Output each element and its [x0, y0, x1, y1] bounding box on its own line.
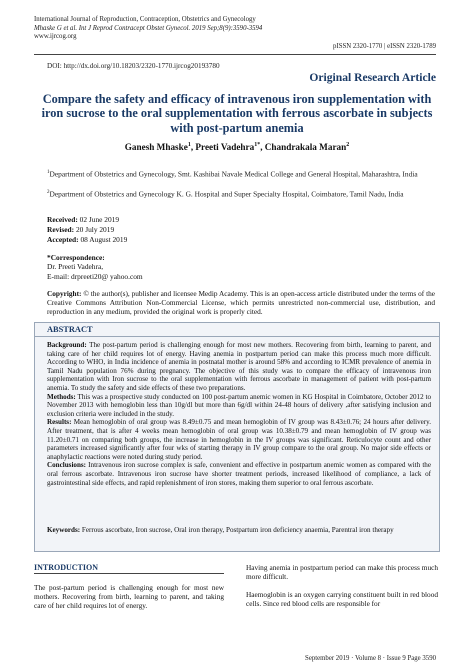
keywords-label: Keywords: [47, 526, 81, 534]
header-divider [34, 54, 436, 55]
article-type: Original Research Article [309, 71, 436, 84]
citation-line: Mhaske G et al. Int J Reprod Contracept Obstet Gynecol. 2019 Sep;8(9):3590-3594 [34, 24, 263, 32]
body-paragraph: Haemoglobin is an oxygen carrying constituent built in red blood cells. Since red blood cells are responsible for [246, 590, 438, 609]
accepted-date [47, 235, 127, 245]
results-label: Results: [47, 418, 72, 427]
correspondence-email[interactable]: E-mail: drpreeti20@ yahoo.com [47, 271, 143, 281]
methods-text: This was a prospective study conducted on 100 post-partum anemic women in KG Hospital in Coimbatore, October 2012 to November 2013 with hemoglobin less than 10g/dl but more than 6g/dl within 24-48 hours of delivery ,after satisfying inclusion and exclusion criteria were included in the study. [47, 392, 431, 418]
journal-name: International Journal of Reproduction, Contraception, Obstetrics and Gynecology [34, 16, 256, 23]
received-label: Received: [47, 215, 78, 224]
revised-date [47, 225, 127, 235]
issn-label: pISSN 2320-1770 | eISSN 2320-1789 [333, 43, 436, 50]
background-label: Background: [47, 341, 87, 349]
affiliation-2 [47, 188, 435, 199]
correspondence [47, 253, 143, 281]
copyright-notice [47, 289, 435, 316]
article-title: Compare the safety and efficacy of intravenous iron supplementation with iron sucrose to the oral supplementation with ferrous ascorbate in subjects with post-partum anemia [41, 92, 433, 135]
author-separator: , [190, 142, 196, 153]
running-header [34, 16, 334, 42]
doi-link[interactable]: DOI: http://dx.doi.org/10.18203/2320-1770.ijrcog20193780 [47, 62, 220, 70]
body-column-right [246, 563, 438, 617]
abstract-heading: ABSTRACT [47, 325, 93, 334]
author-separator: , [260, 142, 265, 153]
keywords-text: Ferrous ascorbate, Iron sucrose, Oral iron therapy, Postpartum iron deficiency anaemia, Parentral iron therapy [80, 526, 394, 534]
author-affil-sup: 2 [346, 142, 350, 148]
affiliation-sup: 1 [47, 170, 50, 175]
revised-value: 20 July 2019 [74, 225, 115, 234]
revised-label: Revised: [47, 225, 75, 234]
copyright-text: © the author(s), publisher and licensee Medip Academy. This is an open-access article distributed under the terms of the Creative Commons Attribution Non-Commercial License, which permits unrestricted non-commercial use, distribution, and reproduction in any medium, provided the original work is properly cited. [47, 289, 435, 317]
abstract-body [47, 341, 431, 487]
introduction-divider [34, 573, 224, 574]
accepted-value: 08 August 2019 [78, 235, 128, 244]
body-column-left [34, 563, 224, 610]
article-dates [47, 215, 127, 245]
background-text: The post-partum period is challenging enough for most new mothers. Recovering from birth, learning to parent, and taking care of her child requires lot of energy. Having anemia in postpartum period can make this process much more difficult. According to WHO, in India incidence of anemia in postnatal mother is around 58% and according to ICMR prevalence of anemia in Tamil Nadu population 76% during pregnancy. The objective of this study was to compare the efficacy of intravenous iron supplementation with Iron sucrose to the oral supplementation with ferrous ascorbate in management of patient with post-partum anemia. To study the safety and side effects of these two preparations. [47, 341, 431, 392]
abstract-divider [34, 336, 440, 337]
abstract-keywords [47, 526, 431, 535]
affiliation-sup: 2 [47, 190, 50, 195]
conclusions-label: Conclusions: [47, 461, 87, 470]
body-paragraph: Having anemia in postpartum period can make this process much more difficult. [246, 563, 438, 582]
abstract-results [47, 418, 431, 461]
journal-website[interactable]: www.ijrcog.org [34, 33, 77, 41]
affiliation-text: Department of Obstetrics and Gynecology K. G. Hospital and Super Specialty Hospital, Coimbatore, Tamil Nadu, India [49, 189, 404, 199]
copyright-label: Copyright: [47, 289, 82, 298]
methods-label: Methods: [47, 392, 76, 401]
correspondence-name: Dr. Preeti Vadehra, [47, 262, 104, 272]
affiliation-1 [47, 168, 435, 179]
abstract-methods [47, 393, 431, 419]
affiliation-text: Department of Obstetrics and Gynecology, Smt. Kashibai Navale Medical College and General Hospital, Maharashtra, India [49, 169, 418, 179]
abstract-conclusions [47, 461, 431, 487]
author-name: Ganesh Mhaske [124, 142, 188, 153]
results-text: Mean hemoglobin of oral group was 8.49±0.75 and mean hemoglobin of IV group was 8.43±0.76; 24 hours after delivery. After treatment, that is after 4 weeks mean hemoglobin of oral group was 10.38±0.79 and mean hemoglobin of IV group was 11.20±0.71 on comparing both groups, the increase in hemoglobin in the IV groups was significant. Reticulocyte count and other parameters increased significantly after four wks of starting therapy in IV group compare to the oral group. No major side effects or anaphylactic reactions were noted during study period. [47, 418, 431, 461]
author-name: Chandrakala Maran [264, 142, 347, 153]
author-list [34, 142, 440, 152]
author-affil-sup: 1 [187, 142, 191, 148]
page-footer: September 2019 · Volume 8 · Issue 9 Page 3590 [305, 655, 436, 662]
author-affil-sup: 1* [254, 142, 261, 148]
abstract-background [47, 341, 431, 393]
conclusions-text: Intravenous iron sucrose complex is safe, convenient and effective in postpartum anemic women as compared with the oral ferrous ascorbate. Intravenous iron sucrose have shorter treatment periods, increased likelihood of compliance, a lack of gastrointestinal side effects, and rapid replenishment of iron stores, making them superior to oral ferrous ascorbate. [47, 461, 431, 487]
correspondence-label: *Correspondence: [47, 253, 105, 262]
accepted-label: Accepted: [47, 235, 79, 244]
introduction-heading: INTRODUCTION [34, 563, 99, 572]
received-value: 02 June 2019 [77, 215, 120, 224]
received-date [47, 215, 127, 225]
introduction-paragraph: The post-partum period is challenging enough for most new mothers. Recovering from birth, learning to parent, and taking care of her child requires lot of energy. [34, 583, 224, 611]
author-name: Preeti Vadehra [195, 142, 255, 153]
